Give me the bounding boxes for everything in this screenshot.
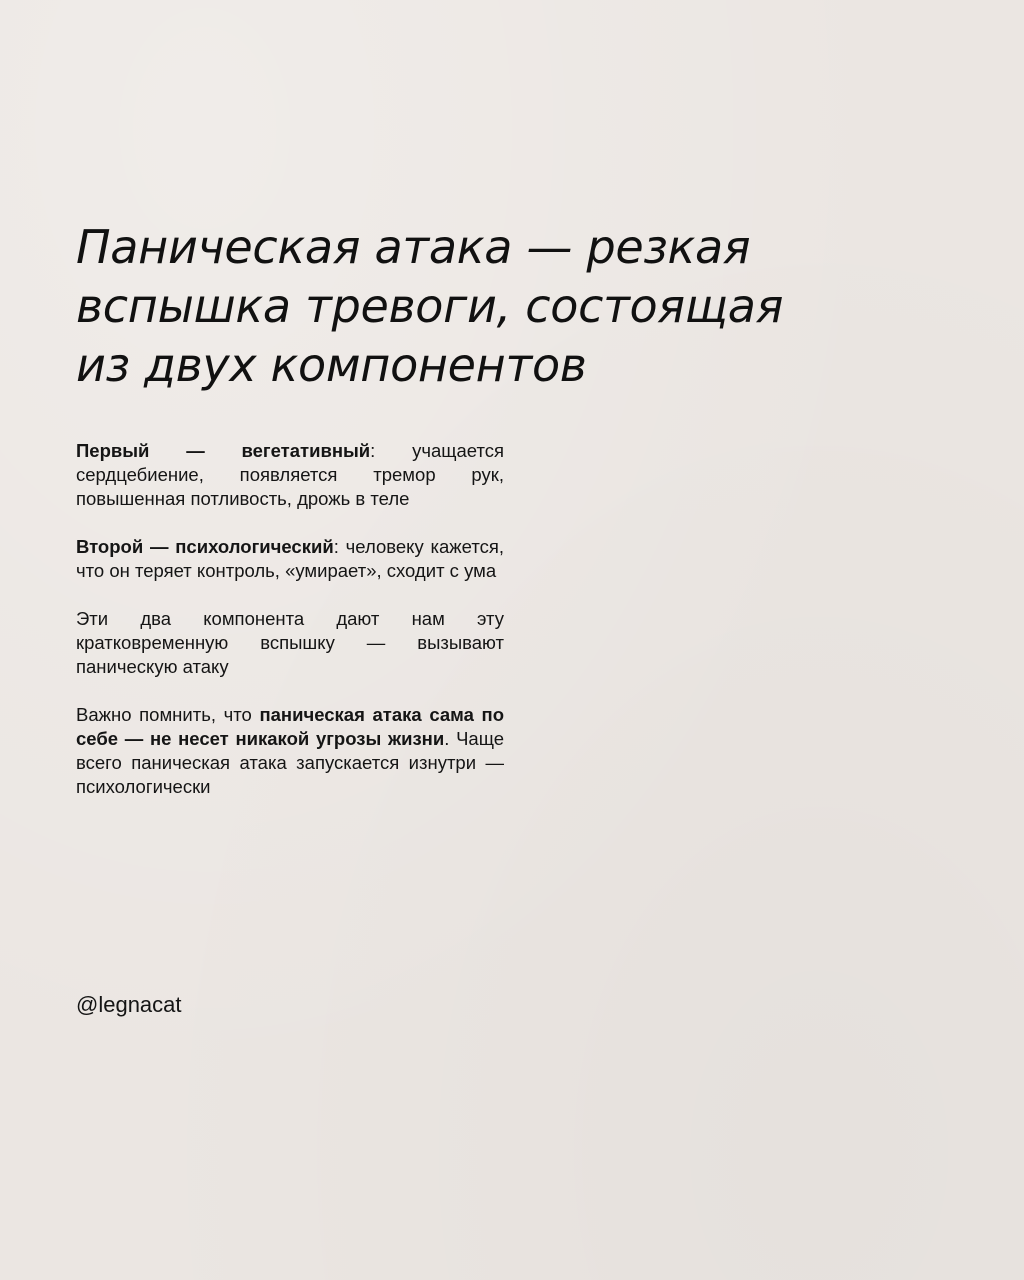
paragraph-important-lead: Важно помнить, что	[76, 704, 260, 725]
paragraph-psychological-text: : человеку кажется, что он теряет контроль, «умирает», сходит с ума	[76, 536, 504, 581]
paragraph-important	[76, 703, 504, 799]
paragraph-components	[76, 607, 504, 679]
headline-line-1: Паническая атака — резкая	[76, 220, 751, 274]
paragraph-vegetative-bold: Первый — вегетативный	[76, 440, 371, 461]
headline-line-2: вспышка тревоги, состоящая	[76, 279, 784, 333]
body-text	[76, 439, 504, 823]
paragraph-vegetative	[76, 439, 504, 511]
paragraph-psychological	[76, 535, 504, 583]
paragraph-important-bold: паническая атака сама по себе — не несет никакой угрозы жизни	[76, 704, 504, 749]
paragraph-vegetative-text: : учащается сердцебиение, появляется тремор рук, повышенная потливость, дрожь в теле	[76, 440, 504, 509]
paragraph-components-text: Эти два компонента дают нам эту кратковременную вспышку — вызывают паническую атаку	[76, 608, 504, 677]
headline	[76, 218, 896, 395]
author-handle: @legnacat	[76, 992, 182, 1017]
paragraph-psychological-bold: Второй — психологический	[76, 536, 334, 557]
paragraph-important-text: . Чаще всего паническая атака запускается изнутри — психологически	[76, 728, 505, 797]
headline-line-3: из двух компонентов	[76, 338, 587, 392]
